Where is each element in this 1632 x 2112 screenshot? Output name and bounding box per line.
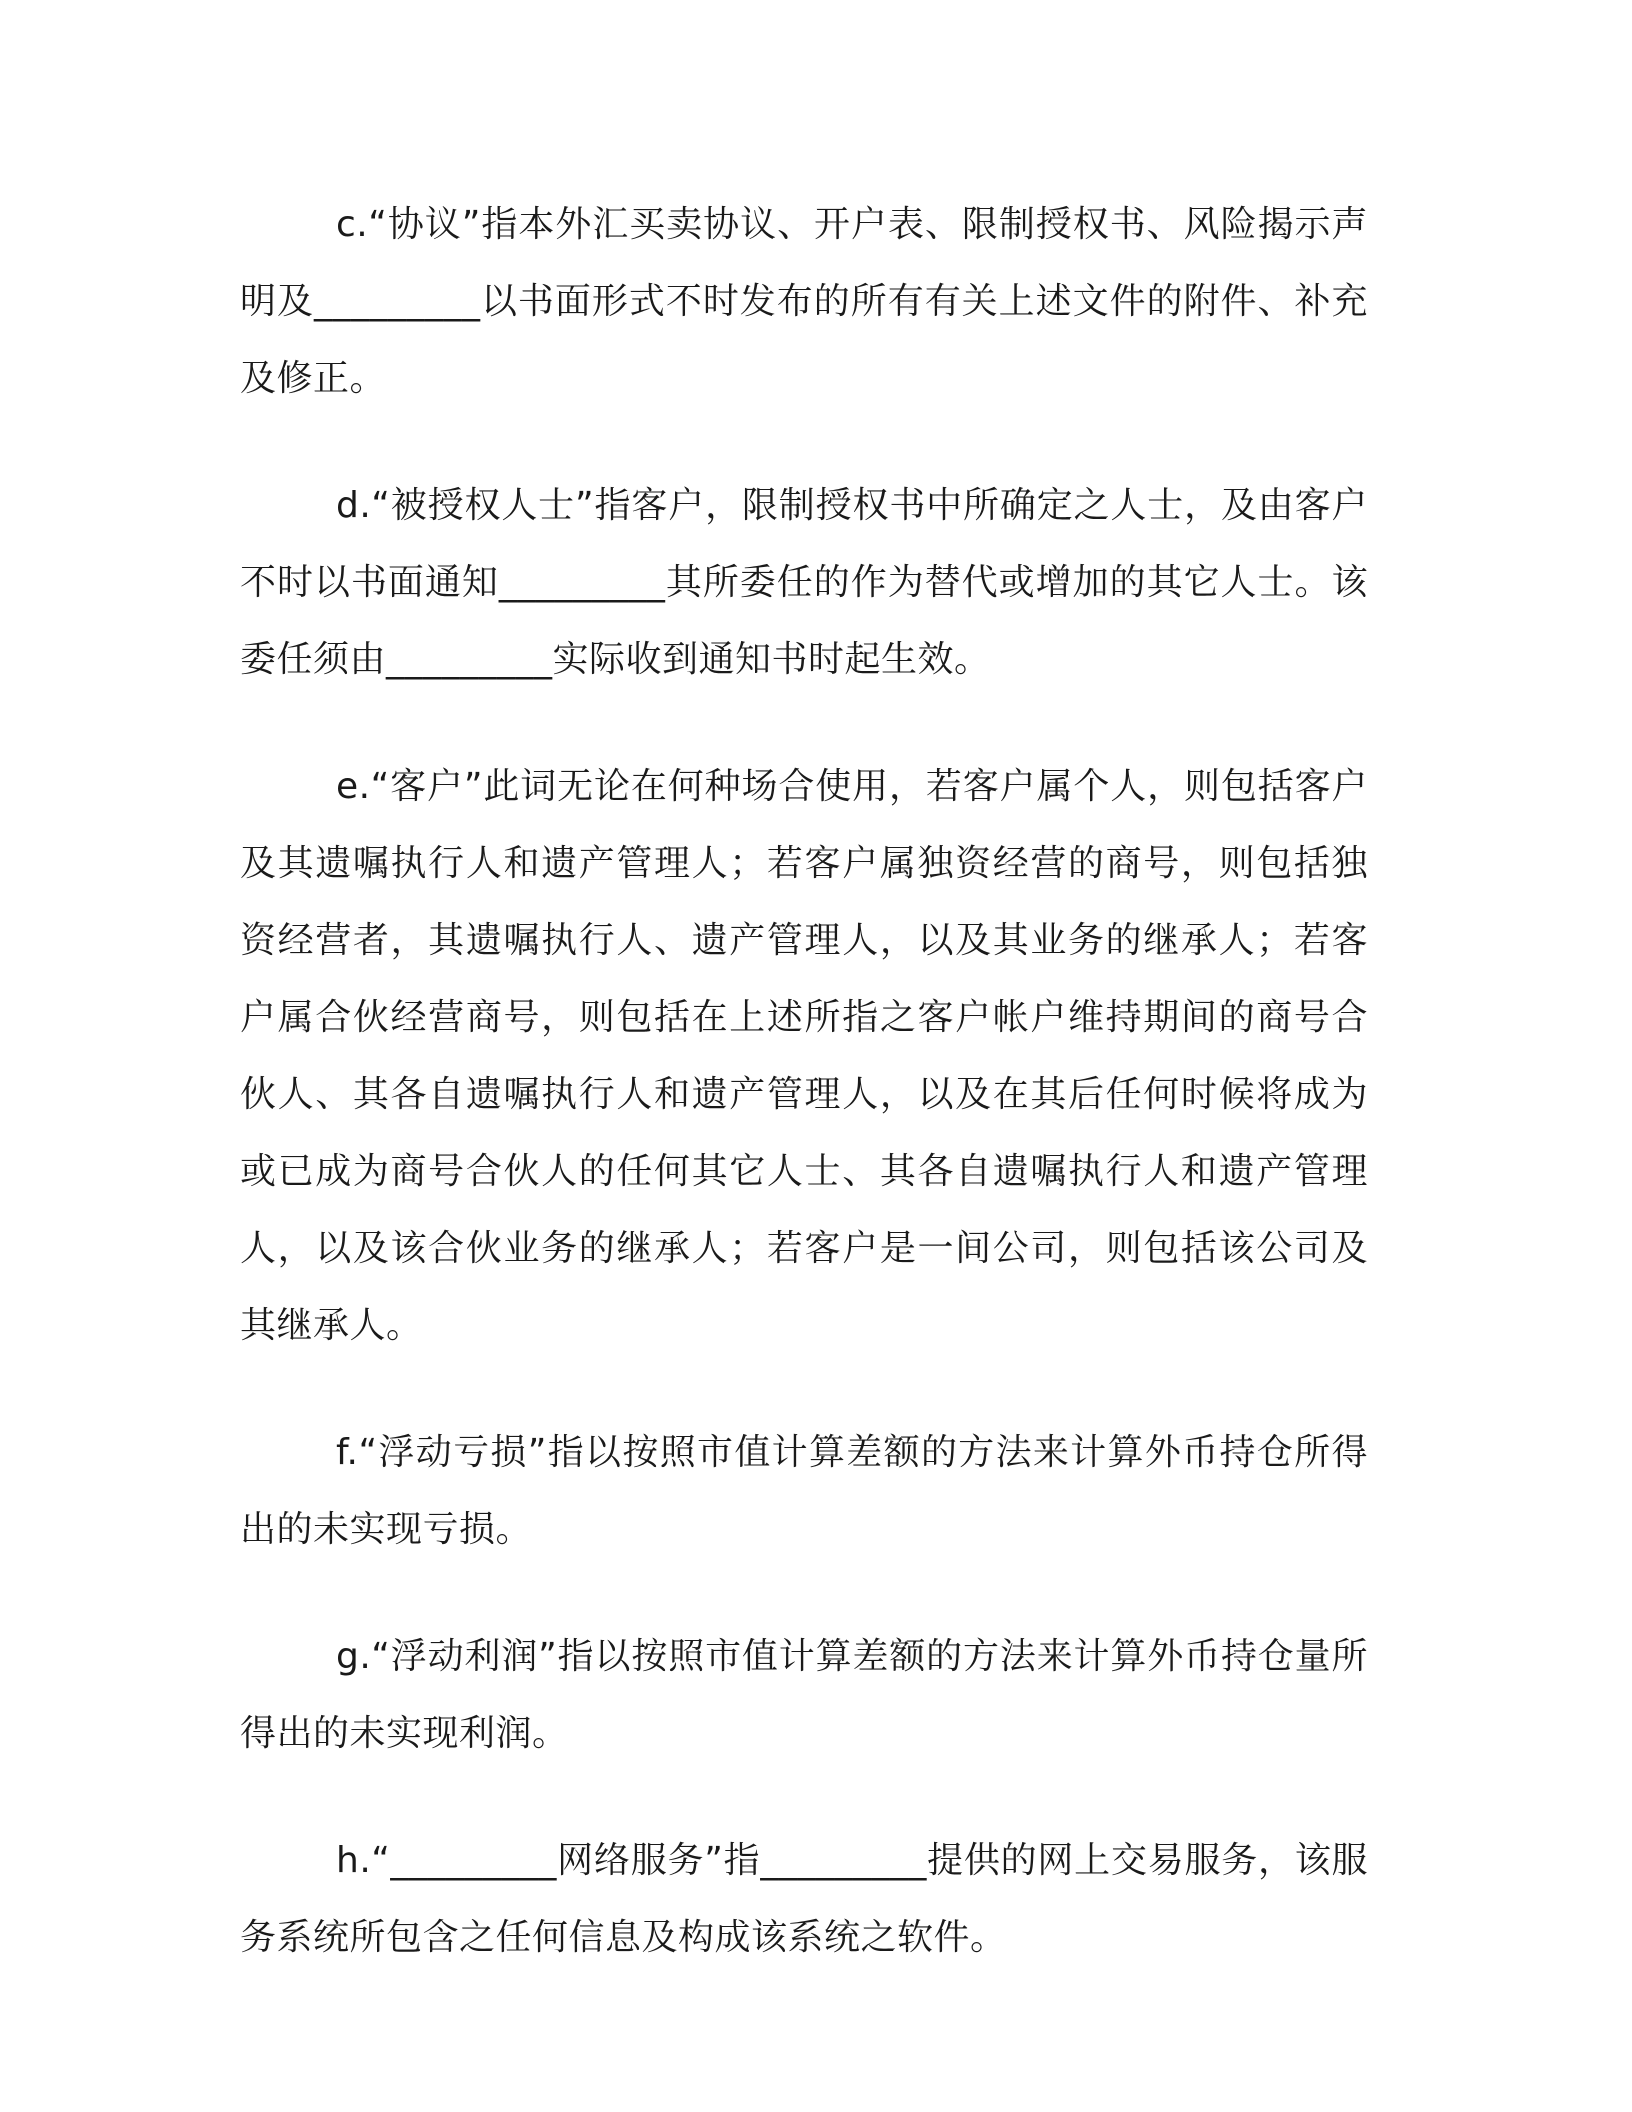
definition-g: g.“浮动利润”指以按照市值计算差额的方法来计算外币持仓量所得出的未实现利润。 [240, 1636, 1368, 1754]
definition-d: d.“被授权人士”指客户，限制授权书中所确定之人士，及由客户不时以书面通知_________其所委任的作为替代或增加的其它人士。该委任须由_________实际收到通知书时起生效。 [240, 485, 1368, 680]
definition-h: h.“_________网络服务”指_________提供的网上交易服务，该服务系统所包含之任何信息及构成该系统之软件。 [240, 1840, 1368, 1958]
definition-e: e.“客户”此词无论在何种场合使用，若客户属个人，则包括客户及其遗嘱执行人和遗产管理人；若客户属独资经营的商号，则包括独资经营者，其遗嘱执行人、遗产管理人，以及其业务的继承人；若客户属合伙经营商号，则包括在上述所指之客户帐户维持期间的商号合伙人、其各自遗嘱执行人和遗产管理人，以及在其后任何时候将成为或已成为商号合伙人的任何其它人士、其各自遗嘱执行人和遗产管理人，以及该合伙业务的继承人；若客户是一间公司，则包括该公司及其继承人。 [240, 766, 1368, 1346]
definition-c: c.“协议”指本外汇买卖协议、开户表、限制授权书、风险揭示声明及_________以书面形式不时发布的所有有关上述文件的附件、补充及修正。 [240, 204, 1368, 399]
document-body [240, 186, 1368, 2026]
definition-f: f.“浮动亏损”指以按照市值计算差额的方法来计算外币持仓所得出的未实现亏损。 [240, 1432, 1368, 1550]
